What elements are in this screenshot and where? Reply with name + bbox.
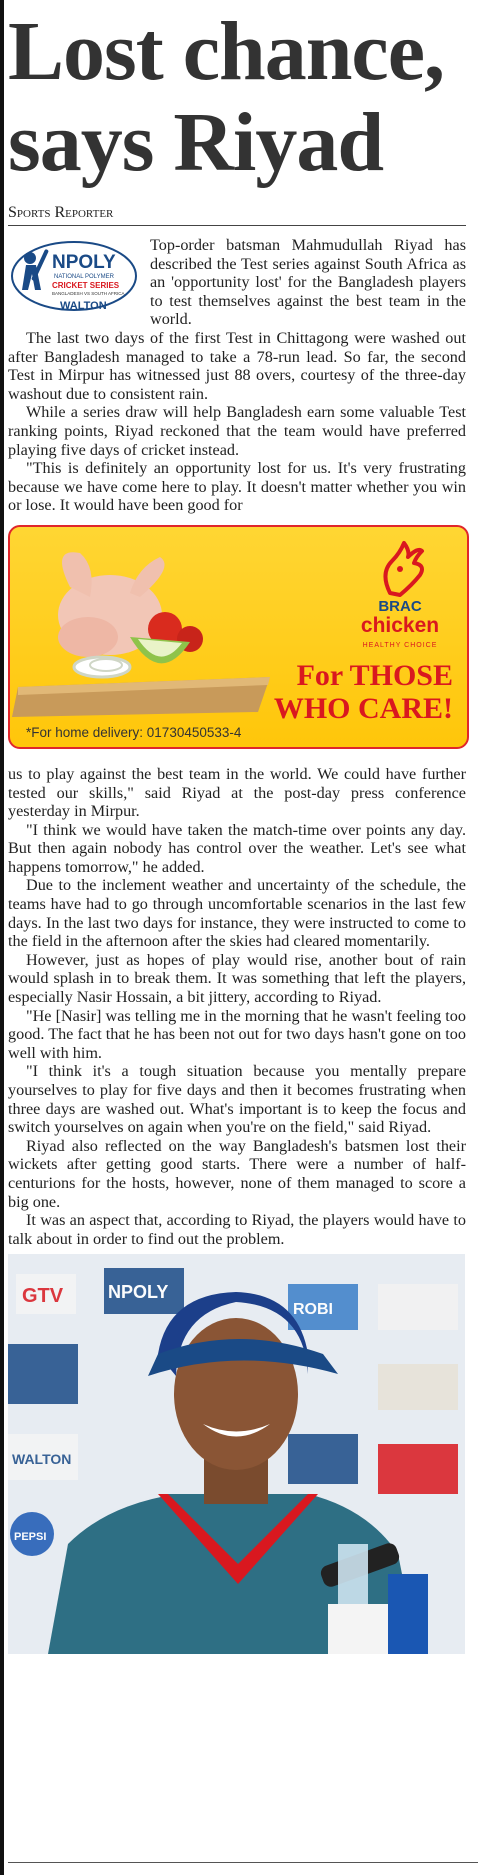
paragraph: us to play against the best team in the world. We could have further tested our skills," said Riyad at the post-day press conference yesterday in Mirpur. — [8, 764, 466, 821]
brand-brac: BRAC — [378, 597, 422, 615]
brand-healthy-choice: HEALTHY CHOICE — [362, 641, 438, 649]
rooster-icon — [370, 533, 440, 603]
byline: Sports Reporter — [8, 204, 466, 226]
ad-delivery-number: *For home delivery: 01730450533-4 — [26, 725, 242, 741]
press-conference-photo — [8, 1254, 465, 1654]
paragraph: The last two days of the first Test in Chittagong were washed out after Bangladesh managed to take a 78-run lead. So far, the second Test in Mirpur has witnessed just 88 overs, courtesy of the three-day washout due to consistent rain. — [8, 328, 466, 403]
paragraph: While a series draw will help Bangladesh earn some valuable Test ranking points, Riyad reckoned that the team would have preferred playing five days of cricket instead. — [8, 403, 466, 459]
paragraph: Due to the inclement weather and uncertainty of the schedule, the teams have had to go through uncomfortable scenarios in the last few days. In the last two days for instance, they were instructed to come to the field in the afternoon after the skies had cleared momentarily. — [8, 876, 466, 951]
backdrop-robi: ROBI — [293, 1301, 333, 1319]
article-page — [8, 0, 466, 1654]
paragraph: Riyad also reflected on the way Bangladesh's batsmen lost their wickets after getting good starts. There were a number of half-centurions for the hosts, however, none of them managed to score a big one. — [8, 1136, 466, 1211]
backdrop-pepsi: PEPSI — [14, 1531, 47, 1544]
backdrop-gtv: GTV — [22, 1285, 64, 1308]
paragraph: Top-order batsman Mahmudullah Riyad has described the Test series against South Africa as an 'opportunity lost' for the Bangladesh players to test themselves against the best team in the world. — [150, 236, 466, 329]
paragraph: "I think we would have taken the match-time over points any day. But then again nobody has control over the weather. Let's see what happens tomorrow," he added. — [8, 820, 466, 876]
logo-line: BANGLADESH VS SOUTH AFRICA — [52, 291, 125, 296]
paragraph: "This is definitely an opportunity lost for us. It's very frustrating because we have come here to play. It doesn't matter whether you win or lose. It would have been good for — [8, 459, 466, 515]
paragraph: However, just as hopes of play would rise, another bout of rain would splash in to break them. It was something that left the players, especially Nasir Hossain, a bit jittery, according to Riyad. — [8, 950, 466, 1007]
backdrop-npoly: NPOLY — [108, 1282, 169, 1303]
ad-tagline-line2: WHO CARE! — [273, 691, 453, 725]
bottom-rule — [8, 1862, 478, 1863]
ad-tagline — [223, 659, 453, 725]
series-logo — [8, 238, 144, 318]
ad-tagline-line1: For THOSE — [296, 658, 453, 692]
headline: Lost chance, says Riyad — [8, 5, 444, 189]
brac-chicken-advertisement — [8, 525, 469, 749]
logo-sponsor: WALTON — [60, 300, 107, 312]
article-body — [8, 236, 466, 1248]
left-column-rule — [0, 0, 4, 1875]
logo-series: CRICKET SERIES — [52, 281, 120, 290]
logo-npoly: NPOLY — [52, 252, 116, 273]
backdrop-walton: WALTON — [12, 1451, 72, 1468]
brand-chicken: chicken — [360, 613, 440, 637]
paragraph: It was an aspect that, according to Riyad, the players would have to talk about in order to find out the problem. — [8, 1211, 466, 1248]
paragraph: "He [Nasir] was telling me in the morning that he wasn't feeling too good. The fact that he has been not out for two days hasn't gone on too well with him. — [8, 1006, 466, 1062]
logo-subtitle: NATIONAL POLYMER — [54, 274, 114, 280]
brac-chicken-brand — [345, 599, 455, 656]
paragraph: "I think it's a tough situation because you mentally prepare yourselves to play for five days and then it becomes frustrating when three days are washed out. What's important is to keep the focus and switch yourselves on again when you're on the field," said Riyad. — [8, 1062, 466, 1137]
